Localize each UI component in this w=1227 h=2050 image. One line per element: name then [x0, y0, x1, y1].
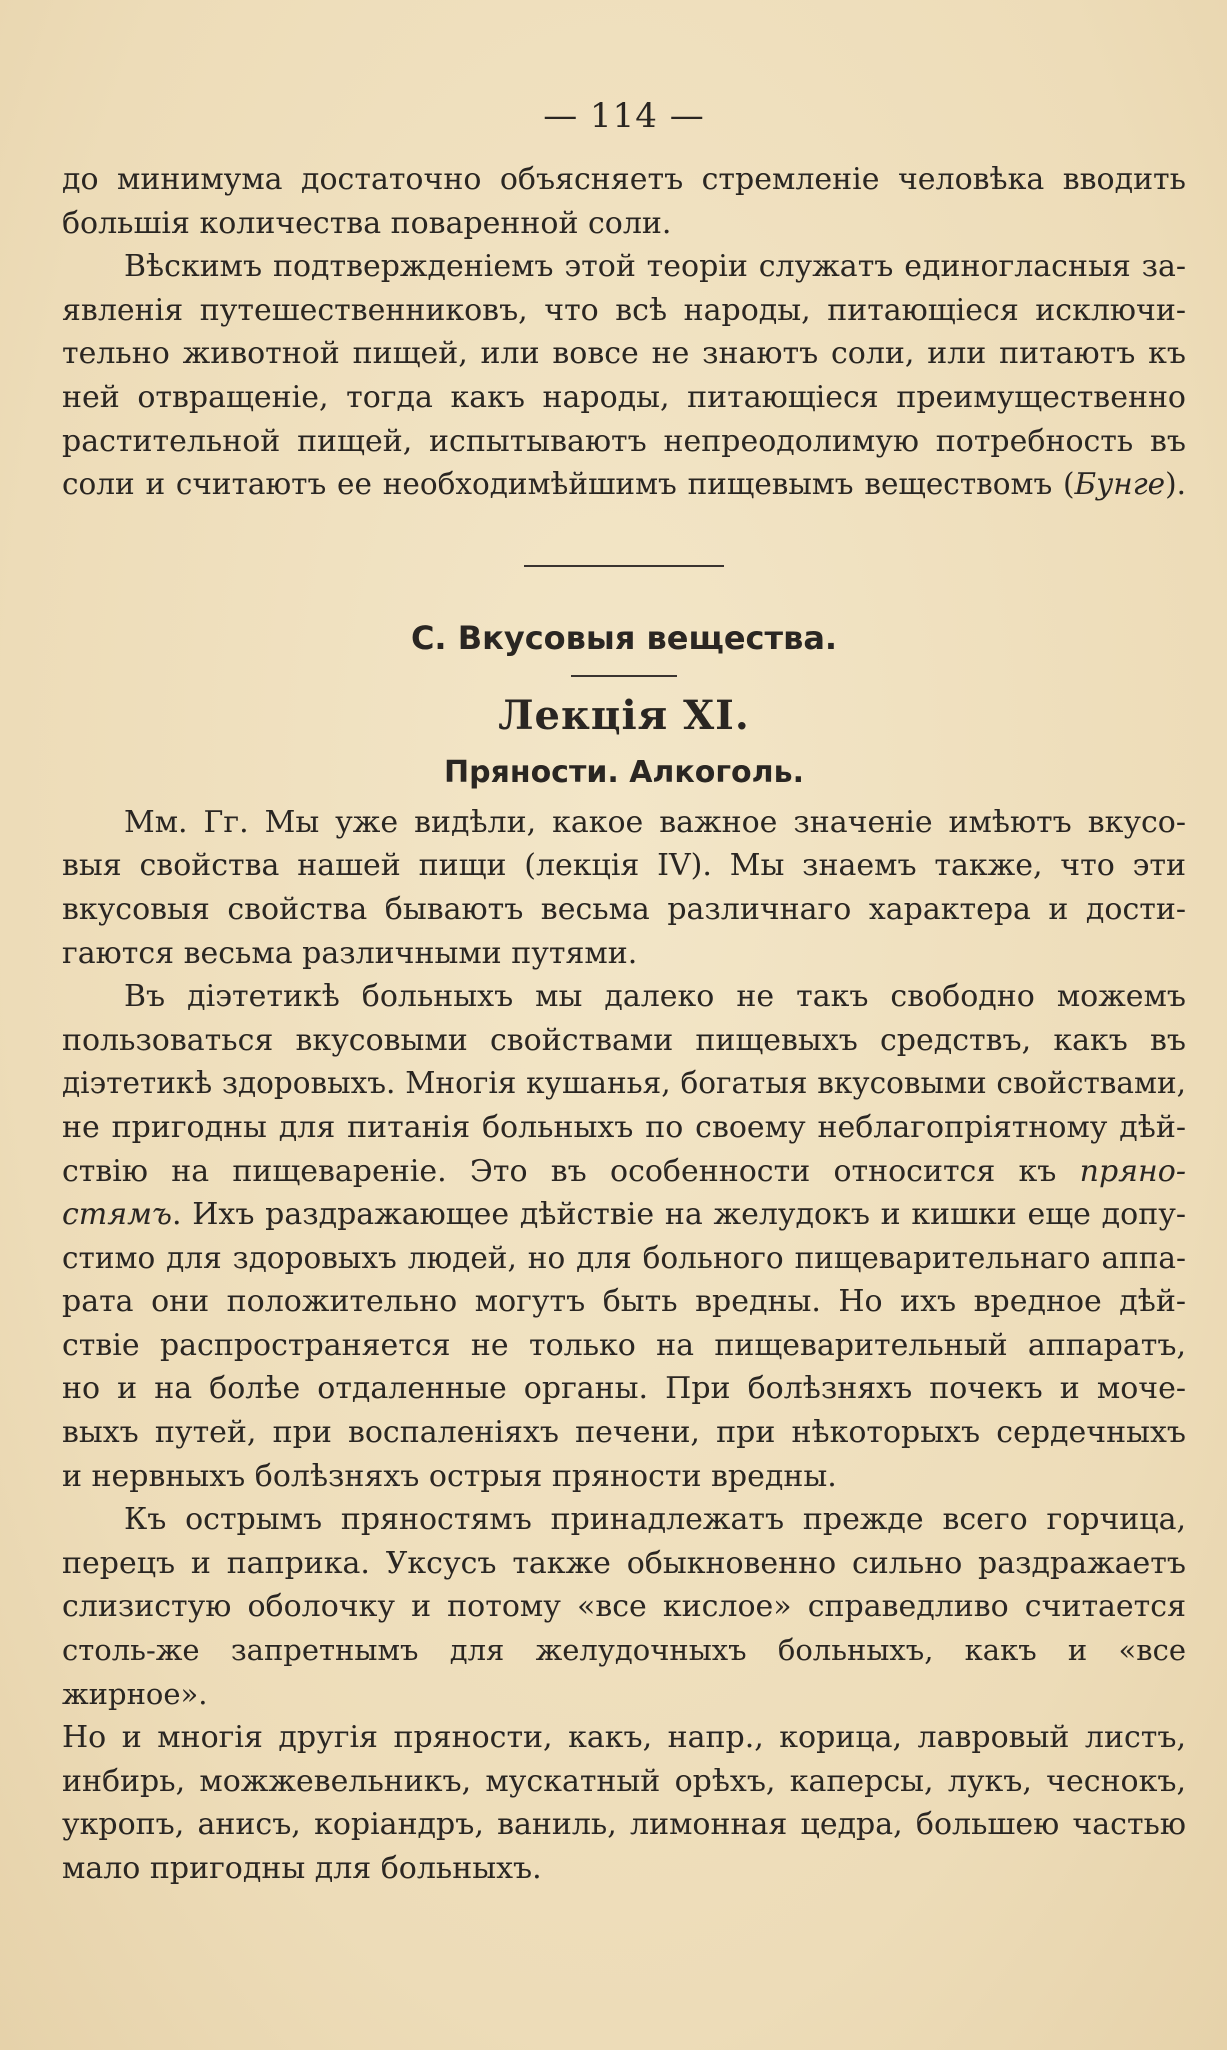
author-name: Бунге [1074, 467, 1166, 502]
text-line: и нервныхъ болѣзняхъ острыя пряности вредны. [62, 1458, 837, 1494]
paragraph-travelers-evidence [62, 245, 1186, 507]
paragraph-sharp-spices [62, 1498, 1186, 1890]
text-line: Но и многія другія пряности, какъ, напр., корица, лавровый листъ, [62, 1720, 1186, 1756]
text-line: до минимума достаточно объясняетъ стремленіе человѣка вводить [62, 162, 1186, 197]
paragraph-dietetics-of-sick [62, 975, 1186, 1498]
text-line: явленія путешественниковъ, что всѣ народы, питающіеся исключи- [62, 292, 1186, 328]
text-line: столь-же запретнымъ для желудочныхъ больныхъ, какъ и «все жирное». [62, 1633, 1186, 1711]
lecture-subtitle: Пряности. Алкоголь. [444, 754, 804, 790]
text-line: тельно животной пищей, или вовсе не знаютъ соли, или питаютъ къ [62, 336, 1186, 372]
text-line: но и на болѣе отдаленные органы. При болѣзняхъ почекъ и моче- [62, 1371, 1186, 1407]
text-line: мало пригодны для больныхъ. [62, 1851, 542, 1886]
italic-term: пряно- [1079, 1153, 1186, 1189]
text-line [62, 1150, 1186, 1194]
text-line: вкусовыя свойства бываютъ весьма различнаго характера и дости- [62, 891, 1186, 927]
lecture-title: Лекція XI. [498, 691, 750, 739]
text-line: растительной пищей, испытываютъ непреодолимую потребность въ [62, 423, 1186, 459]
text-line: гаются весьма различными путями. [62, 935, 638, 971]
text-line: не пригодны для питанія больныхъ по своему неблагопріятному дѣй- [62, 1109, 1186, 1145]
italic-term: стямъ [62, 1197, 172, 1233]
text-line: діэтетикѣ здоровыхъ. Многія кушанья, богатыя вкусовыми свойствами, [62, 1066, 1186, 1101]
text-line: Къ острымъ пряностямъ принадлежатъ прежде всего горчица, [124, 1502, 1186, 1538]
text-line: ней отвращеніе, тогда какъ народы, питающіеся преимущественно [62, 379, 1186, 415]
text-line [62, 1193, 1186, 1237]
text-line: перецъ и паприка. Уксусъ также обыкновенно сильно раздражаетъ [62, 1545, 1186, 1581]
paragraph-taste-properties [62, 801, 1186, 975]
text-line: пользоваться вкусовыми свойствами пищевыхъ средствъ, какъ въ [62, 1022, 1186, 1058]
text-span: ). [1165, 467, 1186, 502]
text-line: укропъ, анисъ, коріандръ, ваниль, лимонная цедра, большею частью [62, 1807, 1186, 1843]
text-span: . Ихъ раздражающее дѣйствіе на желудокъ и кишки еще допу- [171, 1197, 1186, 1233]
text-span: соли и считаютъ ее необходимѣйшимъ пищевымъ веществомъ ( [62, 467, 1075, 502]
title-divider [571, 675, 677, 677]
section-title: С. Вкусовыя вещества. [410, 618, 838, 657]
text-line: рата они положительно могутъ быть вредны. Но ихъ вредное дѣй- [62, 1284, 1186, 1320]
text-line-with-author [62, 463, 1186, 507]
text-line: Въ діэтетикѣ больныхъ мы далеко не такъ свободно можемъ [124, 979, 1186, 1015]
text-line: выя свойства нашей пищи (лекція IV). Мы знаемъ также, что эти [62, 848, 1186, 884]
page-number: — 114 — [543, 96, 705, 136]
text-line: Мм. Гг. Мы уже видѣли, какое важное значеніе имѣютъ вкусо- [124, 804, 1186, 840]
section-divider [524, 565, 724, 567]
text-span: ствію на пищевареніе. Это въ особенности относится къ [62, 1153, 1080, 1189]
text-line: инбирь, можжевельникъ, мускатный орѣхъ, каперсы, лукъ, чеснокъ, [62, 1763, 1186, 1799]
text-line: большія количества поваренной соли. [62, 205, 672, 241]
text-line: слизистую оболочку и потому «все кислое» справедливо считается [62, 1589, 1186, 1625]
text-line: стимо для здоровыхъ людей, но для больного пищеварительнаго аппа- [62, 1240, 1186, 1275]
book-page [62, 92, 1186, 1891]
text-line: ствіе распространяется не только на пищеварительный аппаратъ, [62, 1327, 1186, 1363]
text-line: Вѣскимъ подтвержденіемъ этой теоріи служатъ единогласныя за- [124, 249, 1186, 285]
paragraph-salt-intake [62, 158, 1186, 245]
text-line: выхъ путей, при воспаленіяхъ печени, при нѣкоторыхъ сердечныхъ [62, 1415, 1186, 1451]
